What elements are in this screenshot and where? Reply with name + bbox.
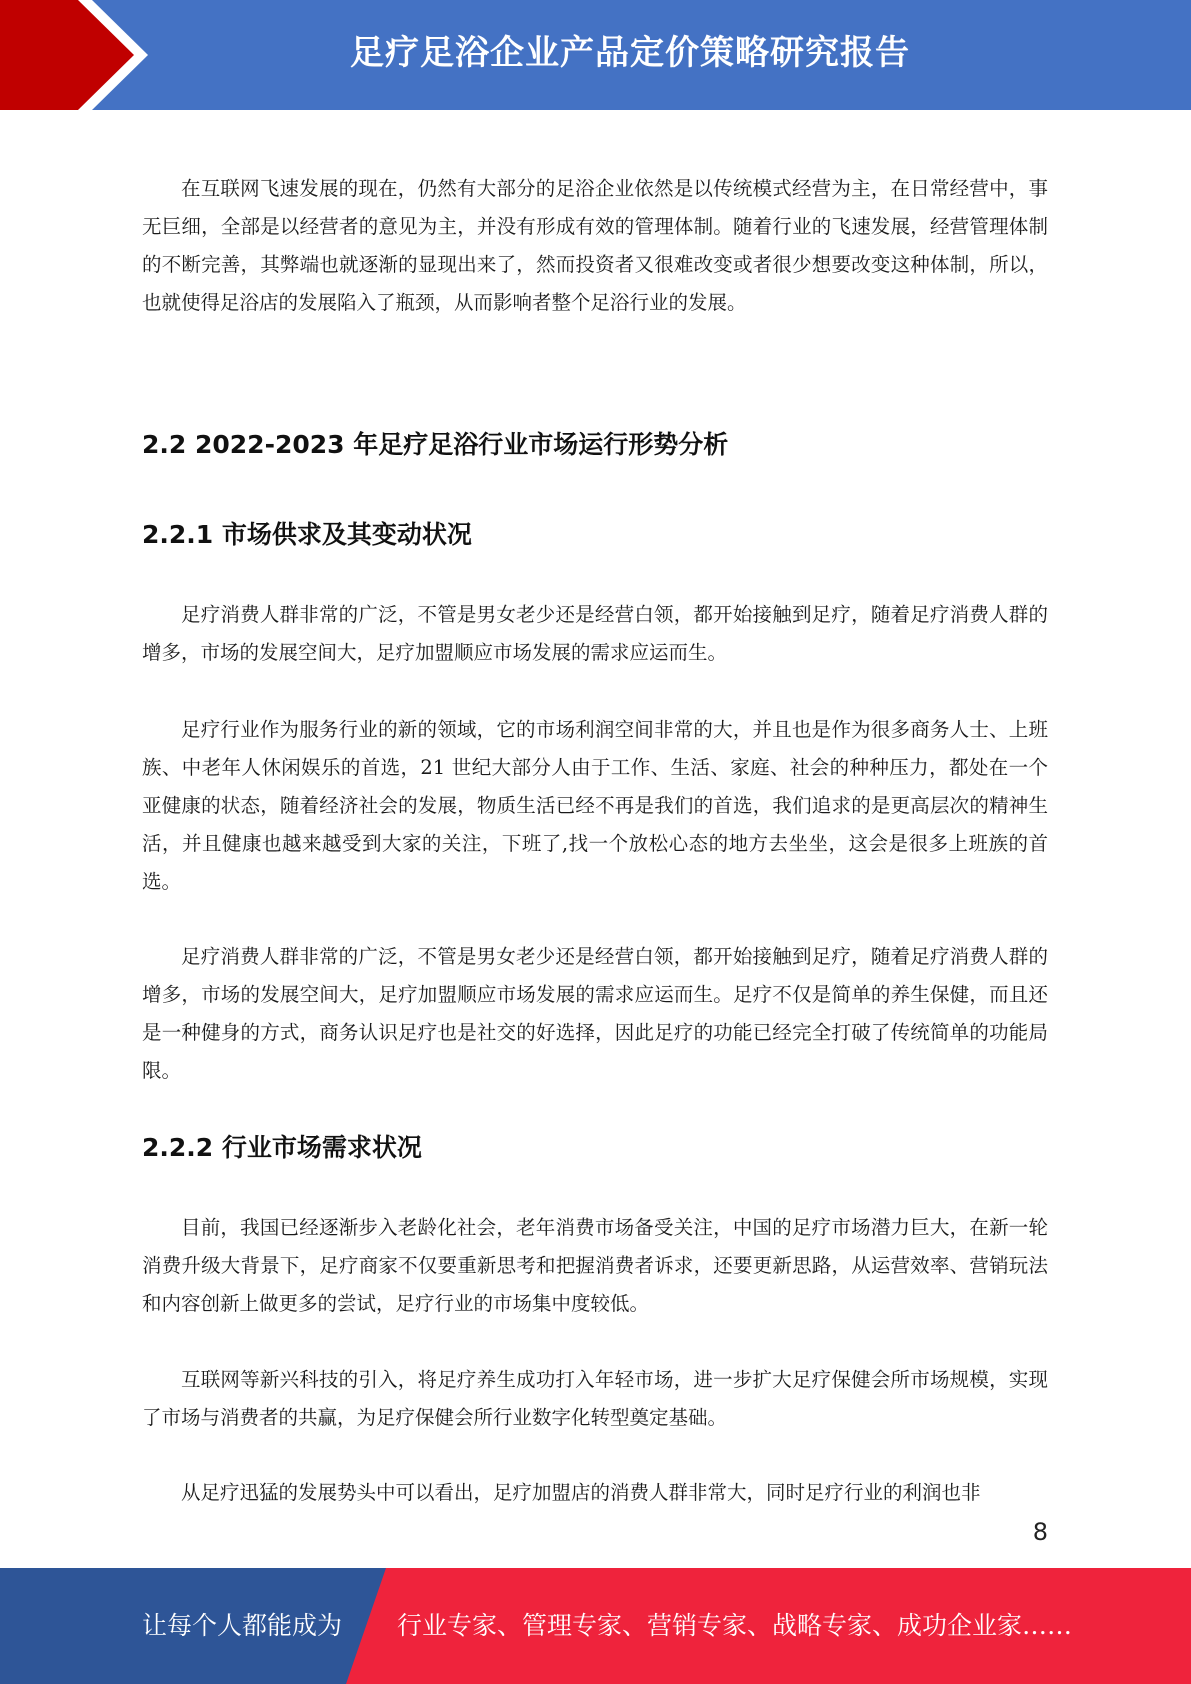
intro-paragraph: 在互联网飞速发展的现在，仍然有大部分的足浴企业依然是以传统模式经营为主，在日常经营中，事无巨细，全部是以经营者的意见为主，并没有形成有效的管理体制。随着行业的飞速发展，经营管理体制的不断完善，其弊端也就逐渐的显现出来了，然而投资者又很难改变或者很少想要改变这种体制，所以，也就使得足浴店的发展陷入了瓶颈，从而影响者整个足浴行业的发展。 — [142, 177, 1048, 314]
header-arrow-decoration — [0, 0, 160, 110]
section-2-2-2-paragraph: 互联网等新兴科技的引入，将足疗养生成功打入年轻市场，进一步扩大足疗保健会所市场规模，实现了市场与消费者的共赢，为足疗保健会所行业数字化转型奠定基础。 — [142, 1368, 1048, 1429]
section-2-2-1-paragraph: 足疗消费人群非常的广泛，不管是男女老少还是经营白领，都开始接触到足疗，随着足疗消费人群的增多，市场的发展空间大，足疗加盟顺应市场发展的需求应运而生。足疗不仅是简单的养生保健，而且还是一种健身的方式，商务认识足疗也是社交的好选择，因此足疗的功能已经完全打破了传统简单的功能局限。 — [142, 945, 1048, 1082]
footer-slogan-left: 让每个人都能成为 — [142, 1611, 343, 1640]
page-footer — [0, 1568, 1191, 1684]
section-heading-2-2: 2.2 2022-2023 年足疗足浴行业市场运行形势分析 — [142, 430, 729, 459]
section-2-2-1-paragraph: 足疗行业作为服务行业的新的领域，它的市场利润空间非常的大，并且也是作为很多商务人士、上班族、中老年人休闲娱乐的首选，21 世纪大部分人由于工作、生活、家庭、社会的种种压力，都处在一个亚健康的状态，随着经济社会的发展，物质生活已经不再是我们的首选，我们追求的是更高层次的精神生活，并且健康也越来越受到大家的关注，下班了,找一个放松心态的地方去坐坐，这会是很多上班族的首选。 — [142, 718, 1048, 893]
section-2-2-2-paragraph: 从足疗迅猛的发展势头中可以看出，足疗加盟店的消费人群非常大，同时足疗行业的利润也非 — [181, 1481, 981, 1504]
section-2-2-1-paragraph: 足疗消费人群非常的广泛，不管是男女老少还是经营白领，都开始接触到足疗，随着足疗消费人群的增多，市场的发展空间大，足疗加盟顺应市场发展的需求应运而生。 — [142, 603, 1048, 664]
section-2-2-2-paragraph: 目前，我国已经逐渐步入老龄化社会，老年消费市场备受关注，中国的足疗市场潜力巨大，在新一轮消费升级大背景下，足疗商家不仅要重新思考和把握消费者诉求，还要更新思路，从运营效率、营销玩法和内容创新上做更多的尝试，足疗行业的市场集中度较低。 — [142, 1216, 1048, 1315]
section-heading-2-2-2: 2.2.2 行业市场需求状况 — [142, 1133, 422, 1162]
section-2-2-1-paragraph-3-block — [142, 938, 1048, 1090]
footer-slogan-right: 行业专家、管理专家、营销专家、战略专家、成功企业家…… — [397, 1611, 1073, 1640]
section-2-2-2-paragraph-1-block — [142, 1209, 1048, 1323]
section-2-2-1-paragraph-2-block — [142, 711, 1048, 901]
report-title: 足疗足浴企业产品定价策略研究报告 — [350, 33, 910, 73]
section-2-2-1-paragraph-1-block — [142, 596, 1048, 672]
page-number: 8 — [1032, 1518, 1048, 1546]
intro-section — [142, 170, 1048, 322]
page-header — [0, 0, 1191, 110]
section-2-2-2-paragraph-2-block — [142, 1361, 1048, 1437]
section-heading-2-2-1: 2.2.1 市场供求及其变动状况 — [142, 520, 472, 549]
section-2-2-2-paragraph-3-block — [142, 1474, 1048, 1512]
